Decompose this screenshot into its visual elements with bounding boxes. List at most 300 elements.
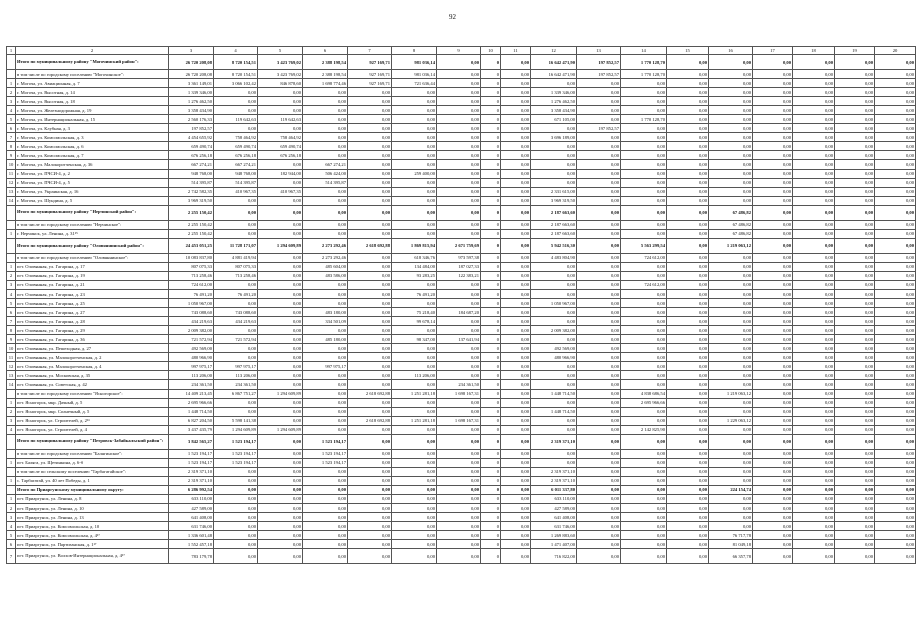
value-cell: 0,00 [501,55,531,70]
value-cell: 0,00 [753,70,793,79]
value-cell: 0,00 [667,531,709,540]
value-cell: 0,00 [667,317,709,326]
value-cell: 0,00 [793,494,835,503]
value-cell: 0,00 [303,407,348,416]
value-cell: 427 589,00 [531,504,577,513]
value-cell: 0,00 [709,335,753,344]
value-cell: 16 642 471,90 [531,70,577,79]
value-cell: 0,00 [437,485,481,494]
value-cell: 0,00 [348,308,392,317]
value-cell: 0,00 [577,540,621,549]
value-cell: 0,00 [258,262,303,271]
table-row [7,458,916,467]
value-cell: 0,00 [348,362,392,371]
value-cell: 0,00 [501,79,531,88]
value-cell: 0,00 [667,142,709,151]
value-cell: 0,00 [577,196,621,205]
value-cell: 2 009 382,00 [531,326,577,335]
value-cell: 0,00 [437,299,481,308]
value-cell: 0,00 [621,196,667,205]
row-index-cell [7,70,16,79]
table-row [7,380,916,389]
value-cell: 0,00 [709,151,753,160]
value-cell: 0,00 [621,467,667,476]
value-cell: 0,00 [501,280,531,289]
value-cell: 0,00 [392,187,437,196]
value-cell: 0,00 [753,271,793,280]
value-cell: 0,00 [667,504,709,513]
value-cell: 0,00 [437,476,481,485]
value-cell: 0,00 [392,88,437,97]
value-cell: 483 586,00 [303,271,348,280]
value-cell: 0,00 [753,326,793,335]
value-cell: 1 276 462,50 [169,97,214,106]
value-cell: 0,00 [875,458,916,467]
value-cell: 659 490,74 [258,142,303,151]
value-cell: 0,00 [621,504,667,513]
table-row [7,299,916,308]
value-cell: 1 523 194,17 [169,458,214,467]
value-cell: 0,00 [214,299,258,308]
value-cell: 0,00 [793,458,835,467]
value-cell: 0,00 [793,540,835,549]
value-cell: 0,00 [258,434,303,449]
value-cell: 0,00 [501,70,531,79]
value-cell: 0,00 [531,362,577,371]
value-cell: 2 560 176,33 [169,115,214,124]
value-cell: 0,00 [709,169,753,178]
value-cell: 0,00 [793,362,835,371]
value-cell: 0,00 [501,289,531,298]
row-index-cell: 7 [7,317,16,326]
value-cell: 0,00 [303,371,348,380]
column-number-cell: 2 [16,47,169,55]
value-cell: 0 [481,317,501,326]
table-row [7,196,916,205]
value-cell: 0,00 [621,160,667,169]
value-cell: 0,00 [835,262,875,271]
value-cell: 0,00 [793,178,835,187]
value-cell: 0,00 [392,229,437,238]
value-cell: 0,00 [392,425,437,434]
table-row [7,229,916,238]
value-cell: 0,00 [577,187,621,196]
value-cell: 0,00 [753,494,793,503]
value-cell: 0,00 [258,344,303,353]
value-cell: 0,00 [709,289,753,298]
value-cell: 0,00 [835,124,875,133]
value-cell: 0,00 [348,549,392,564]
value-cell: 0,00 [709,449,753,458]
value-cell: 0,00 [835,160,875,169]
value-cell: 0,00 [667,262,709,271]
value-cell: 3 969 319,50 [169,196,214,205]
address-cell: г. Могоча, ул. Комсомольская, д. 3 [16,133,169,142]
value-cell: 0,00 [501,169,531,178]
column-number-cell: 13 [577,47,621,55]
row-index-cell: 11 [7,169,16,178]
value-cell: 0,00 [709,271,753,280]
value-cell: 0,00 [501,160,531,169]
value-cell: 1 869 815,94 [392,238,437,253]
value-cell: 0,00 [214,467,258,476]
value-cell: 0,00 [753,88,793,97]
column-number-cell: 10 [481,47,501,55]
value-cell: 0,00 [621,124,667,133]
value-cell: 0,00 [667,88,709,97]
value-cell: 0,00 [793,196,835,205]
value-cell: 667 274,21 [214,160,258,169]
value-cell: 0,00 [531,449,577,458]
column-number-cell: 9 [437,47,481,55]
value-cell: 0,00 [392,344,437,353]
table-row [7,124,916,133]
value-cell: 0,00 [753,335,793,344]
value-cell: 0,00 [437,540,481,549]
value-cell: 0,00 [667,494,709,503]
value-cell: 0,00 [501,238,531,253]
value-cell: 492 569,00 [531,344,577,353]
value-cell: 0,00 [793,416,835,425]
value-cell: 0,00 [793,467,835,476]
value-cell: 0,00 [577,449,621,458]
row-index-cell: 1 [7,262,16,271]
address-cell: пгт. Оловянная, ул. Гагарина, д. 19 [16,271,169,280]
value-cell: 0,00 [392,531,437,540]
value-cell: 0,00 [214,531,258,540]
value-cell: 2 142 825,90 [621,425,667,434]
value-cell: 0,00 [258,308,303,317]
value-cell: 0,00 [835,485,875,494]
value-cell: 0 [481,494,501,503]
value-cell: 0,00 [835,494,875,503]
value-cell: 0,00 [793,308,835,317]
value-cell: 0,00 [875,238,916,253]
value-cell: 0,00 [501,187,531,196]
value-cell: 0,00 [667,449,709,458]
value-cell: 6 011 337,80 [531,485,577,494]
value-cell: 0 [481,522,501,531]
value-cell: 0,00 [667,238,709,253]
value-cell: 0,00 [875,196,916,205]
value-cell: 0,00 [531,425,577,434]
table-row [7,416,916,425]
value-cell: 0,00 [709,115,753,124]
value-cell: 0,00 [437,344,481,353]
value-cell: 0 [481,353,501,362]
row-index-cell: 6 [7,540,16,549]
value-cell: 234 361,50 [437,380,481,389]
value-cell: 667 274,21 [303,160,348,169]
value-cell: 0,00 [793,371,835,380]
value-cell: 0,00 [835,371,875,380]
value-cell: 0,00 [621,458,667,467]
value-cell: 0,00 [577,160,621,169]
column-number-cell: 12 [531,47,577,55]
value-cell: 0,00 [875,299,916,308]
value-cell: 0,00 [621,434,667,449]
address-cell: пгт. Оловянная, ул. Гагарина, д. 36 [16,335,169,344]
value-cell: 0,00 [621,262,667,271]
row-index-cell: 8 [7,326,16,335]
value-cell: 1 448 714,50 [169,407,214,416]
value-cell: 0 [481,467,501,476]
value-cell: 75 218,40 [392,308,437,317]
value-cell: 0,00 [835,97,875,106]
value-cell: 0 [481,458,501,467]
value-cell: 0,00 [793,476,835,485]
value-cell: 0,00 [577,115,621,124]
value-cell: 0,00 [667,196,709,205]
value-cell: 0,00 [214,549,258,564]
value-cell: 0,00 [577,142,621,151]
value-cell: 1 276 462,50 [531,97,577,106]
value-cell: 0,00 [392,178,437,187]
value-cell: 3 358 434,90 [531,106,577,115]
value-cell: 0,00 [348,371,392,380]
value-cell: 0,00 [437,362,481,371]
value-cell: 0,00 [793,485,835,494]
address-cell: пгт. Оловянная, ул. Гагарина, д. 17 [16,262,169,271]
value-cell: 0,00 [835,344,875,353]
value-cell: 0,00 [501,476,531,485]
value-cell: 514 395,87 [303,178,348,187]
value-cell: 0,00 [577,106,621,115]
column-number-cell: 5 [258,47,303,55]
value-cell: 0,00 [621,326,667,335]
value-cell: 0,00 [392,160,437,169]
value-cell: 0,00 [501,326,531,335]
value-cell: 0,00 [835,467,875,476]
value-cell: 0,00 [621,335,667,344]
value-cell: 0 [481,531,501,540]
value-cell: 0,00 [303,326,348,335]
value-cell: 434 219,63 [214,317,258,326]
value-cell: 0,00 [753,151,793,160]
value-cell: 0,00 [793,187,835,196]
row-index-cell [7,485,16,494]
value-cell: 0,00 [348,407,392,416]
value-cell: 0,00 [577,335,621,344]
value-cell: 0,00 [303,88,348,97]
value-cell: 0,00 [501,416,531,425]
column-number-cell: 17 [753,47,793,55]
value-cell: 0,00 [437,97,481,106]
value-cell: 0,00 [667,79,709,88]
value-cell: 0,00 [709,467,753,476]
value-cell: 0,00 [793,380,835,389]
value-cell: 0,00 [709,371,753,380]
column-number-cell: 15 [667,47,709,55]
value-cell: 0,00 [348,124,392,133]
value-cell: 0,00 [621,540,667,549]
row-index-cell: 2 [7,407,16,416]
value-cell: 0,00 [531,169,577,178]
value-cell: 0 [481,434,501,449]
value-cell: 0,00 [501,133,531,142]
value-cell: 724 612,00 [169,280,214,289]
value-cell: 0,00 [709,97,753,106]
value-cell: 0,00 [621,133,667,142]
value-cell: 0 [481,253,501,262]
table-row [7,151,916,160]
value-cell: 667 274,21 [169,160,214,169]
value-cell: 0,00 [793,335,835,344]
value-cell: 197 852,57 [577,124,621,133]
value-cell: 948 768,00 [214,169,258,178]
value-cell: 0 [481,187,501,196]
table-row [7,326,916,335]
value-cell: 1 294 609,89 [214,425,258,434]
value-cell: 0,00 [392,504,437,513]
value-cell: 0,00 [303,133,348,142]
value-cell: 0,00 [667,549,709,564]
address-cell: пгт. Ясногорск, ул. Строителей, д. 2¹⁶ [16,416,169,425]
address-cell: пгт. Оловянная, ул. Московская, д. 35 [16,371,169,380]
value-cell: 0,00 [258,522,303,531]
value-cell: 0 [481,178,501,187]
value-cell: 0,00 [753,115,793,124]
value-cell: 0,00 [875,253,916,262]
value-cell: 0,00 [303,229,348,238]
value-cell: 0,00 [875,476,916,485]
value-cell: 0,00 [753,124,793,133]
value-cell: 0,00 [303,124,348,133]
value-cell: 0,00 [793,522,835,531]
value-cell: 485 180,00 [303,335,348,344]
value-cell: 2 187 663,60 [531,229,577,238]
value-cell: 0,00 [753,434,793,449]
value-cell: 0,00 [793,280,835,289]
table-row [7,308,916,317]
value-cell: 0,00 [501,97,531,106]
value-cell: 0,00 [835,196,875,205]
address-cell: пгт. Оловянная, ул. Гагарина, д. 29 [16,326,169,335]
value-cell: 0,00 [835,115,875,124]
address-cell: г. Могоча, ул. Высотная, д. 18 [16,97,169,106]
value-cell: 0,00 [531,289,577,298]
value-cell: 1 698 167,31 [437,389,481,398]
value-cell: 0,00 [348,335,392,344]
value-cell: 0,00 [501,549,531,564]
value-cell: 0,00 [709,88,753,97]
row-index-cell: 5 [7,115,16,124]
value-cell: 0,00 [793,504,835,513]
value-cell: 0,00 [753,549,793,564]
value-cell: 0,00 [577,169,621,178]
value-cell: 0,00 [501,522,531,531]
value-cell: 0,00 [793,262,835,271]
row-index-cell: 11 [7,353,16,362]
value-cell: 0,00 [577,205,621,220]
value-cell: 0,00 [667,380,709,389]
value-cell: 8 720 154,51 [214,55,258,70]
value-cell: 0,00 [753,467,793,476]
value-cell: 0,00 [667,106,709,115]
value-cell: 0,00 [348,88,392,97]
value-cell: 1 523 194,17 [214,458,258,467]
total-row [7,434,916,449]
value-cell: 2 742 582,35 [169,187,214,196]
value-cell: 0,00 [258,449,303,458]
value-cell: 0,00 [258,335,303,344]
value-cell: 973 597,38 [437,253,481,262]
value-cell: 671 105,00 [531,115,577,124]
value-cell: 1 229 063,12 [709,416,753,425]
value-cell: 0,00 [214,88,258,97]
value-cell: 0,00 [875,335,916,344]
value-cell: 1 294 609,89 [258,425,303,434]
value-cell: 0,00 [501,434,531,449]
value-cell: 76 717,78 [709,531,753,540]
value-cell: 0,00 [437,178,481,187]
value-cell: 480 966,90 [169,353,214,362]
value-cell: 0,00 [577,467,621,476]
value-cell: 0,00 [501,494,531,503]
value-cell: 1 552 457,18 [169,540,214,549]
value-cell: 0,00 [303,353,348,362]
value-cell: 0,00 [303,398,348,407]
value-cell: 0,00 [875,124,916,133]
value-cell: 927 169,71 [348,79,392,88]
value-cell: 0,00 [501,88,531,97]
value-cell: 0,00 [621,362,667,371]
address-cell: пгт. Оловянная, ул. Гагарина, д. 23 [16,289,169,298]
table-row [7,187,916,196]
value-cell: 2 273 292,46 [303,253,348,262]
value-cell: 721 572,94 [169,335,214,344]
value-cell: 2 319 371,10 [531,467,577,476]
value-cell: 0,00 [501,425,531,434]
value-cell: 0,00 [667,169,709,178]
table-row [7,178,916,187]
value-cell: 0,00 [753,425,793,434]
column-number-cell: 4 [214,47,258,55]
value-cell: 3 842 565,27 [169,434,214,449]
value-cell: 0,00 [667,522,709,531]
value-cell: 783 179,78 [169,549,214,564]
value-cell: 0 [481,485,501,494]
value-cell: 0,00 [621,549,667,564]
value-cell: 2 255 150,42 [169,205,214,220]
value-cell: 0 [481,196,501,205]
value-cell: 0,00 [437,151,481,160]
value-cell: 997 975,17 [303,362,348,371]
value-cell: 2 319 371,10 [169,467,214,476]
value-cell: 659 490,74 [169,142,214,151]
value-cell: 0,00 [621,169,667,178]
value-cell: 2 618 692,88 [348,416,392,425]
value-cell: 0,00 [303,504,348,513]
value-cell: 0,00 [835,151,875,160]
row-index-cell: 5 [7,299,16,308]
table-row [7,133,916,142]
value-cell: 2 255 150,42 [169,229,214,238]
value-cell: 1 251 281,18 [392,389,437,398]
value-cell: 0,00 [501,317,531,326]
value-cell: 0,00 [214,485,258,494]
value-cell: 0,00 [348,540,392,549]
value-cell: 0,00 [709,187,753,196]
value-cell: 0,00 [577,79,621,88]
value-cell: 0,00 [753,79,793,88]
value-cell: 334 501,09 [303,317,348,326]
value-cell: 0,00 [875,88,916,97]
value-cell: 0,00 [303,549,348,564]
value-cell: 0,00 [501,229,531,238]
value-cell: 6 827 204,50 [169,416,214,425]
value-cell: 76 491,20 [169,289,214,298]
